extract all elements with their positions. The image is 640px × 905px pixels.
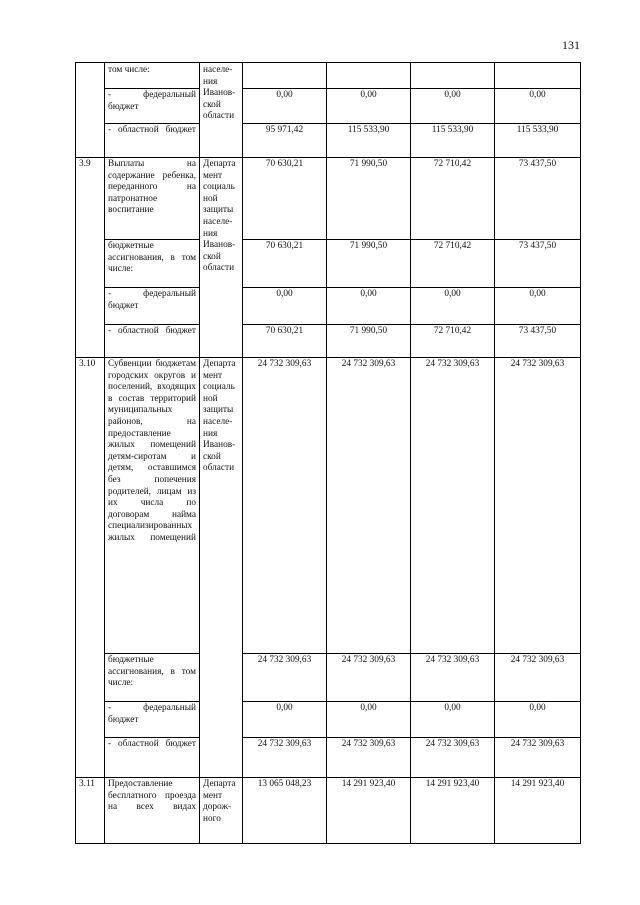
value-cell: 0,00 <box>243 89 327 124</box>
table-row <box>76 702 581 738</box>
value-cell: 24 732 309,63 <box>411 654 495 702</box>
value-cell: 115 533,90 <box>327 124 411 158</box>
page-number: 131 <box>562 38 580 52</box>
value-cell: 0,00 <box>495 702 581 738</box>
value-cell: 73 437,50 <box>495 158 581 240</box>
value-cell: 73 437,50 <box>495 325 581 358</box>
row-name: Предоставление бесплатного проезда на всех видах <box>105 778 200 844</box>
value-cell: 115 533,90 <box>411 124 495 158</box>
value-cell: 24 732 309,63 <box>327 358 411 654</box>
row-name: - федеральный бюджет <box>105 288 200 325</box>
row-name: - федеральный бюджет <box>105 702 200 738</box>
value-cell: 0,00 <box>327 702 411 738</box>
value-cell: 0,00 <box>243 288 327 325</box>
value-cell: 95 971,42 <box>243 124 327 158</box>
table-row <box>76 778 581 844</box>
value-cell: 0,00 <box>411 89 495 124</box>
row-name: - федеральный бюджет <box>105 89 200 124</box>
table-row <box>76 654 581 702</box>
value-cell: 72 710,42 <box>411 325 495 358</box>
row-index: 3.11 <box>76 778 105 844</box>
value-cell: 14 291 923,40 <box>495 778 581 844</box>
value-cell: 70 630,21 <box>243 240 327 288</box>
table-row <box>76 358 581 654</box>
value-cell: 0,00 <box>495 89 581 124</box>
value-cell <box>243 63 327 89</box>
row-name: том числе: <box>105 63 200 89</box>
value-cell: 24 732 309,63 <box>243 738 327 778</box>
value-cell <box>327 63 411 89</box>
value-cell: 24 732 309,63 <box>327 738 411 778</box>
value-cell: 24 732 309,63 <box>243 654 327 702</box>
value-cell: 14 291 923,40 <box>411 778 495 844</box>
value-cell: 73 437,50 <box>495 240 581 288</box>
row-name: - областной бюджет <box>105 124 200 158</box>
row-name: Субвенции бюджетам городских округов и поселений, входящих в состав территорий муниципальных районов, на предоставление жилых помещений детям-сиротам и детям, оставшимся без попечения родителей, лицам из их числа по договорам найма специализированных жилых помещений <box>105 358 200 654</box>
value-cell: 24 732 309,63 <box>495 738 581 778</box>
budget-table <box>75 62 581 844</box>
row-executor: Департа мент дорож- ного <box>200 778 243 844</box>
row-name: - областной бюджет <box>105 738 200 778</box>
value-cell: 72 710,42 <box>411 158 495 240</box>
value-cell: 24 732 309,63 <box>495 654 581 702</box>
table-row <box>76 325 581 358</box>
row-name: бюджетные ассигнования, в том числе: <box>105 654 200 702</box>
value-cell: 0,00 <box>495 288 581 325</box>
value-cell: 0,00 <box>327 288 411 325</box>
value-cell <box>411 63 495 89</box>
value-cell: 0,00 <box>243 702 327 738</box>
value-cell: 14 291 923,40 <box>327 778 411 844</box>
table-row <box>76 89 581 124</box>
value-cell: 0,00 <box>327 89 411 124</box>
row-index: 3.9 <box>76 158 105 358</box>
row-executor: Департа мент социаль ной защиты населе- ния Иванов- ской области <box>200 358 243 778</box>
value-cell: 24 732 309,63 <box>243 358 327 654</box>
value-cell: 70 630,21 <box>243 158 327 240</box>
row-name: бюджетные ассигнования, в том числе: <box>105 240 200 288</box>
value-cell: 0,00 <box>411 288 495 325</box>
value-cell: 0,00 <box>411 702 495 738</box>
table-row <box>76 158 581 240</box>
table-row <box>76 738 581 778</box>
table-row <box>76 124 581 158</box>
row-index: 3.10 <box>76 358 105 778</box>
row-executor: населе- ния Иванов- ской области <box>200 63 243 158</box>
value-cell: 24 732 309,63 <box>411 358 495 654</box>
value-cell: 71 990,50 <box>327 158 411 240</box>
row-index <box>76 63 105 158</box>
row-name: Выплаты на содержание ребенка, переданного на патронатное воспитание <box>105 158 200 240</box>
table-row <box>76 240 581 288</box>
value-cell: 24 732 309,63 <box>411 738 495 778</box>
value-cell <box>495 63 581 89</box>
value-cell: 72 710,42 <box>411 240 495 288</box>
value-cell: 13 065 048,23 <box>243 778 327 844</box>
value-cell: 24 732 309,63 <box>495 358 581 654</box>
row-name: - областной бюджет <box>105 325 200 358</box>
value-cell: 71 990,50 <box>327 240 411 288</box>
value-cell: 71 990,50 <box>327 325 411 358</box>
value-cell: 115 533,90 <box>495 124 581 158</box>
value-cell: 70 630,21 <box>243 325 327 358</box>
table-row <box>76 63 581 89</box>
row-executor: Департа мент социаль ной защиты населе- ния Иванов- ской области <box>200 158 243 358</box>
value-cell: 24 732 309,63 <box>327 654 411 702</box>
table-row <box>76 288 581 325</box>
